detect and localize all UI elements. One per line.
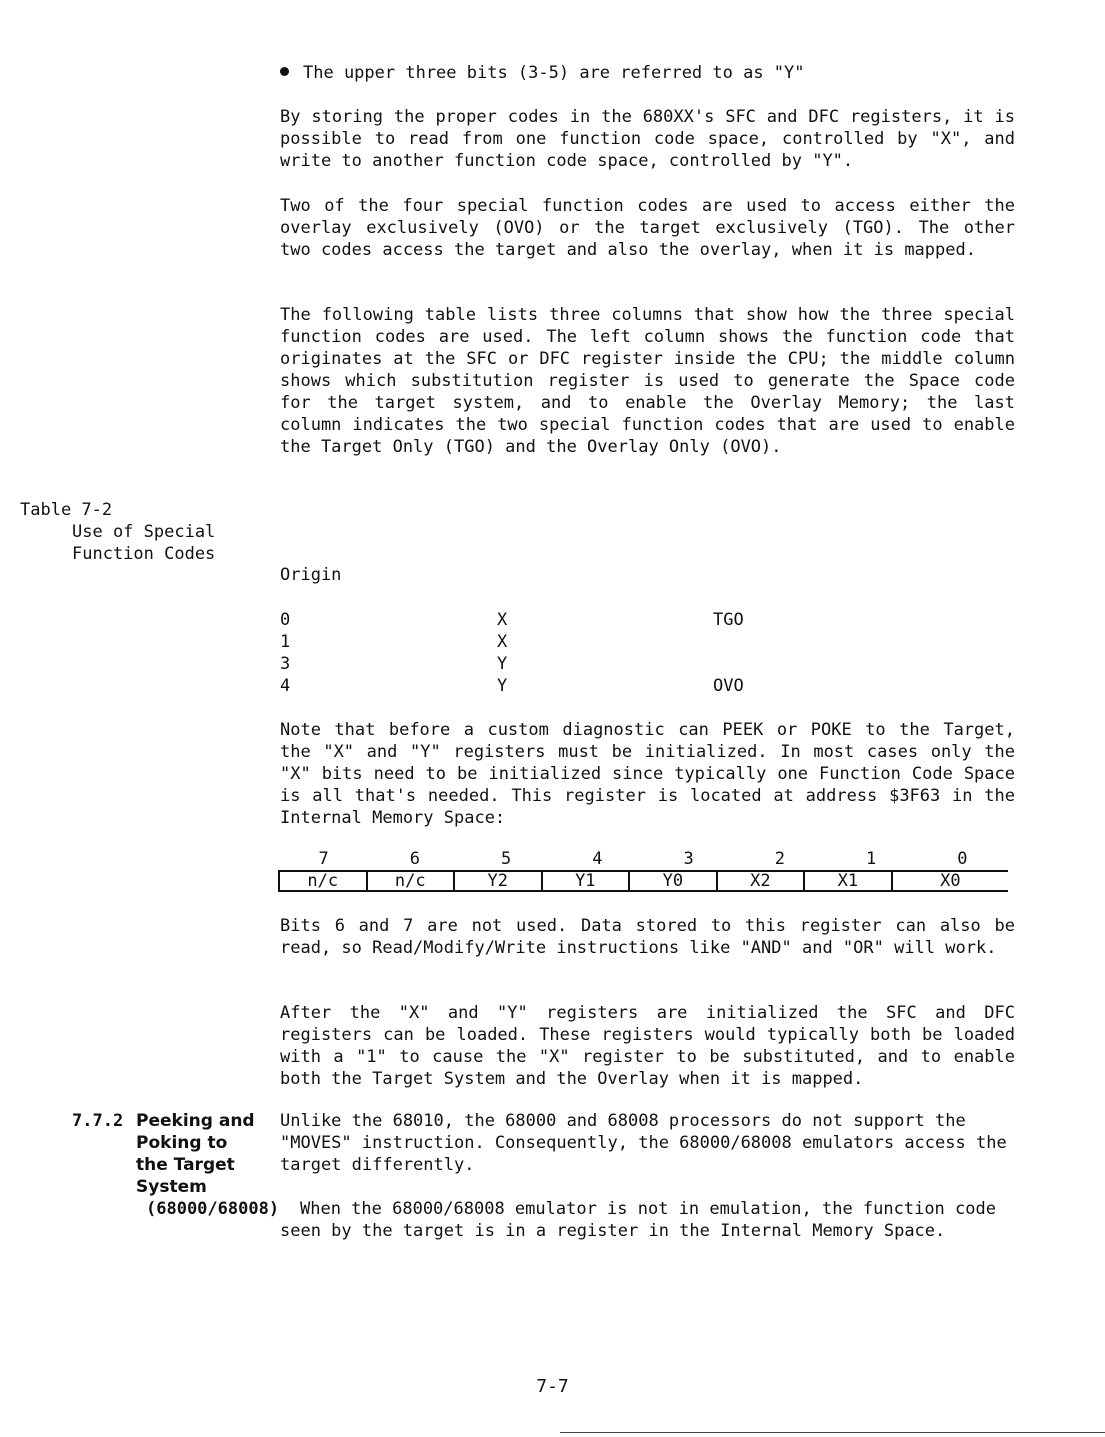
footer-rule bbox=[560, 1432, 1105, 1433]
section-title-line: the Target bbox=[136, 1155, 235, 1175]
section-paragraph-2: When the 68000/68008 emulator is not in emulation, the function code seen by the target is in a register in the Internal Memory Space. bbox=[280, 1199, 996, 1241]
register-bit-numbers bbox=[278, 848, 1008, 870]
table-cell: X bbox=[497, 610, 508, 630]
section-heading bbox=[136, 1110, 279, 1220]
section-number: 7.7.2 bbox=[72, 1111, 124, 1131]
table-header-origin: Origin bbox=[280, 565, 342, 585]
table-cell: OVO bbox=[713, 676, 744, 696]
section-title-line: Poking to bbox=[136, 1133, 228, 1153]
bit-cell: n/c bbox=[366, 872, 454, 890]
table-caption bbox=[20, 499, 215, 565]
bit-number: 4 bbox=[592, 849, 603, 869]
table-column-origin bbox=[280, 609, 290, 697]
bit-cell: X1 bbox=[803, 872, 891, 890]
bit-number: 6 bbox=[409, 849, 420, 869]
bit-number: 1 bbox=[866, 849, 877, 869]
bit-cell: X0 bbox=[891, 872, 1008, 890]
table-cell: 3 bbox=[280, 654, 291, 674]
bit-number: 7 bbox=[318, 849, 329, 869]
section-title-line: System bbox=[136, 1177, 207, 1197]
bit-cell: Y0 bbox=[628, 872, 716, 890]
paragraph-bits-unused: Bits 6 and 7 are not used. Data stored to this register can also be read, so Read/Modify/Write instructions like "AND" and "OR" will work. bbox=[280, 916, 1015, 958]
bit-cell: Y1 bbox=[541, 872, 629, 890]
paragraph-note: Note that before a custom diagnostic can PEEK or POKE to the Target, the "X" and "Y" registers must be initialized. In most cases only the "X" bits need to be initialized since typically one Function Code Space is all that's needed. This register is located at address $3F63 in the Internal Memory Space: bbox=[280, 720, 1015, 828]
table-column-register bbox=[497, 609, 507, 697]
table-title-line-1: Use of Special bbox=[72, 522, 216, 542]
table-cell: 1 bbox=[280, 632, 291, 652]
bullet-item bbox=[280, 62, 1020, 84]
bit-number: 5 bbox=[501, 849, 512, 869]
table-cell: Y bbox=[497, 676, 508, 696]
register-bit-cells bbox=[278, 870, 1008, 892]
table-cell: Y bbox=[497, 654, 508, 674]
table-column-special bbox=[713, 609, 744, 697]
bit-number: 3 bbox=[683, 849, 694, 869]
paragraph-sfc-dfc-loading: After the "X" and "Y" registers are initialized the SFC and DFC registers can be loaded. These registers would typically both be loaded with a "1" to cause the "X" register to be substituted, and to enable both the Target System and the Overlay when it is mapped. bbox=[280, 1003, 1015, 1089]
bit-cell: X2 bbox=[716, 872, 804, 890]
table-cell: 0 bbox=[280, 610, 291, 630]
table-label: Table 7-2 bbox=[20, 500, 113, 520]
page-number: 7-7 bbox=[536, 1376, 569, 1397]
section-paragraph-1: Unlike the 68010, the 68000 and 68008 processors do not support the "MOVES" instruction. Consequently, the 68000/68008 emulators access the target differently. bbox=[280, 1111, 1007, 1175]
table-cell: TGO bbox=[713, 610, 744, 630]
section-title-line: Peeking and bbox=[136, 1111, 255, 1131]
paragraph-special-codes: Two of the four special function codes are used to access either the overlay exclusively (OVO) or the target exclusively (TGO). The other two codes access the target and also the overlay, when it is mapped. bbox=[280, 196, 1015, 260]
table-cell: 4 bbox=[280, 676, 291, 696]
paragraph-table-intro: The following table lists three columns that show how the three special function codes are used. The left column shows the function code that originates at the SFC or DFC register inside the CPU; the middle column shows which substitution register is used to generate the Space code for the target system, and to enable the Overlay Memory; the last column indicates the two special function codes that are used to enable the Target Only (TGO) and the Overlay Only (OVO). bbox=[280, 305, 1015, 457]
bullet-text: The upper three bits (3-5) are referred to as "Y" bbox=[303, 63, 805, 83]
bit-cell: Y2 bbox=[453, 872, 541, 890]
table-cell bbox=[713, 631, 744, 653]
bit-number: 2 bbox=[774, 849, 785, 869]
table-cell bbox=[713, 653, 744, 675]
bullet-dot-icon bbox=[280, 67, 289, 76]
section-processor: (68000/68008) bbox=[146, 1199, 280, 1219]
bit-number: 0 bbox=[957, 849, 968, 869]
paragraph-sfc-dfc: By storing the proper codes in the 680XX's SFC and DFC registers, it is possible to read from one function code space, controlled by "X", and write to another function code space, controlled by "Y". bbox=[280, 107, 1015, 171]
table-title-line-2: Function Codes bbox=[72, 544, 216, 564]
table-cell: X bbox=[497, 632, 508, 652]
bit-cell: n/c bbox=[278, 872, 366, 890]
register-diagram bbox=[278, 848, 1008, 892]
